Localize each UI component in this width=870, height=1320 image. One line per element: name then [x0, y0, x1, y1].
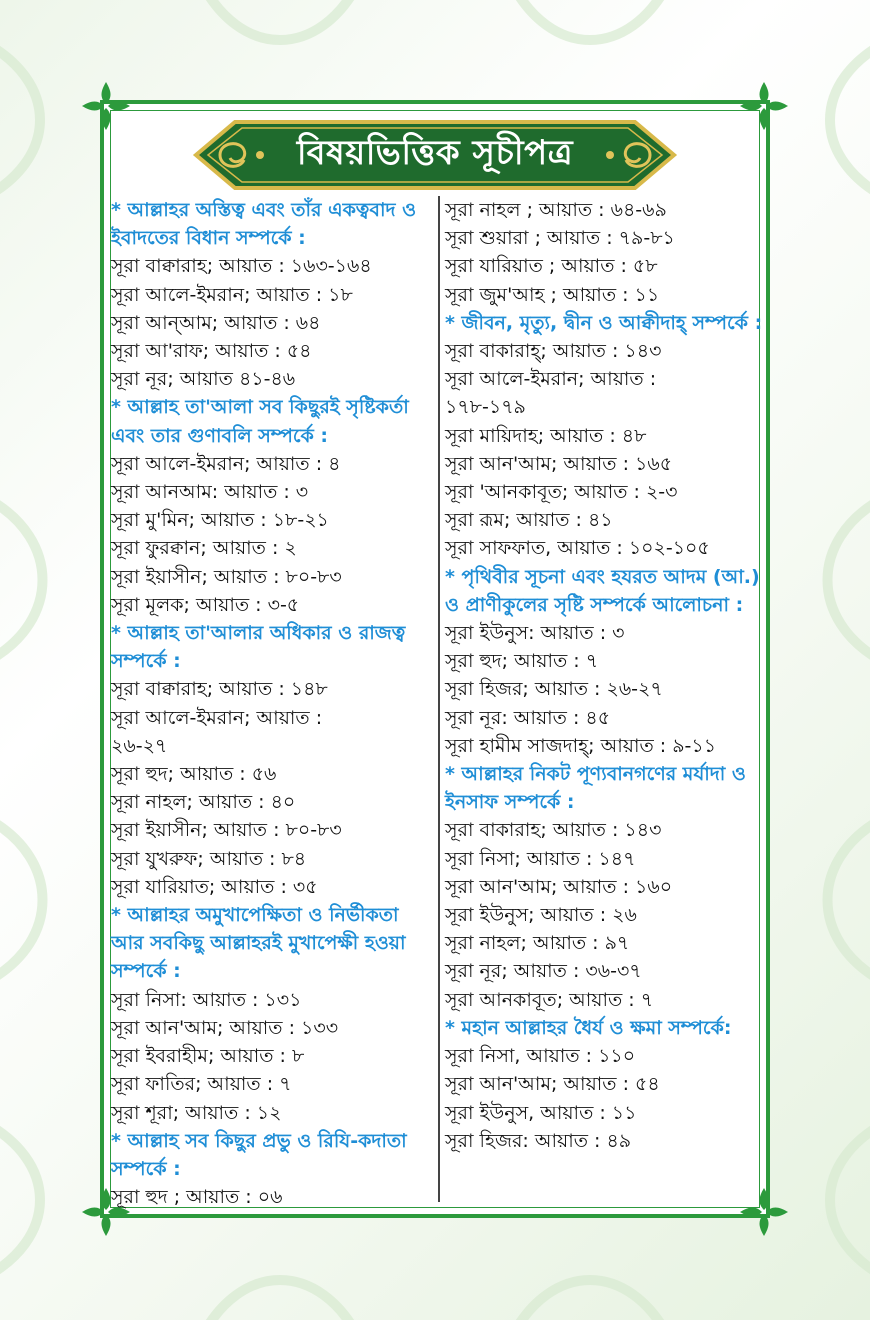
surah-entry: সূরা বাক্বারাহ; আয়াত : ১৪৮ [111, 678, 328, 701]
section-heading: * আল্লাহর অমুখাপেক্ষিতা ও নির্ভীকতা আর সবকিছু আল্লাহরই মুখাপেক্ষী হওয়া সম্পর্কে : [111, 904, 406, 983]
surah-entry: সূরা মায়িদাহ; আয়াত : ৪৮ [445, 424, 647, 447]
surah-entry: সূরা ফুরক্বান; আয়াত : ২ [111, 537, 297, 560]
surah-entry: সূরা নূর: আয়াত : ৪৫ [445, 706, 611, 729]
corner-leaf-ornament-icon [736, 78, 792, 134]
surah-entry: সূরা ফাতির; আয়াত : ৭ [111, 1073, 292, 1096]
surah-entry: সূরা শুয়ারা ; আয়াত : ৭৯-৮১ [445, 227, 675, 250]
surah-entry: সূরা বাকারাহ্; আয়াত : ১৪৩ [445, 340, 662, 363]
surah-entry: সূরা নূর; আয়াত ৪১-৪৬ [111, 368, 296, 391]
section-heading: * আল্লাহ তা'আলা সব কিছুরই সৃষ্টিকর্তা এবং তার গুণাবলি সম্পর্কে : [111, 396, 409, 447]
surah-entry: সূরা ইউনুস; আয়াত : ২৬ [445, 904, 637, 927]
surah-entry: সূরা আন'আম; আয়াত : ১৩৩ [111, 1016, 339, 1039]
section-heading: * জীবন, মৃত্যু, দ্বীন ও আক্বীদাহ্ সম্পর্কে : [445, 311, 763, 334]
surah-entry: সূরা আন্‌আম; আয়াত : ৬৪ [111, 311, 321, 334]
surah-entry: সূরা আলে-ইমরান; আয়াত : ৪ [111, 452, 341, 475]
surah-entry: সূরা আ'রাফ; আয়াত : ৫৪ [111, 340, 312, 363]
surah-entry: সূরা হিজর: আয়াত : ৪৯ [445, 1129, 632, 1152]
surah-entry: সূরা নূর; আয়াত : ৩৬-৩৭ [445, 960, 642, 983]
surah-entry: সূরা রূম; আয়াত : ৪১ [445, 509, 613, 532]
surah-entry: সূরা ইয়াসীন; আয়াত : ৮০-৮৩ [111, 565, 342, 588]
surah-entry: সূরা 'আনকাবূত; আয়াত : ২-৩ [445, 481, 678, 504]
surah-entry: সূরা হামীম সাজদাহ্; আয়াত : ৯-১১ [445, 734, 717, 757]
surah-entry: সূরা আলে-ইমরান; আয়াত : [111, 706, 323, 729]
surah-entry: সূরা বাকারাহ; আয়াত : ১৪৩ [445, 819, 662, 842]
section-heading: * আল্লাহর নিকট পূণ্যবানগণের মর্যাদা ও ইনসাফ সম্পর্কে : [445, 763, 746, 814]
surah-entry: সূরা আলে-ইমরান; আয়াত : [445, 368, 657, 391]
surah-entry: সূরা হুদ ; আয়াত : ০৬ [111, 1186, 283, 1209]
column-divider [438, 196, 440, 1202]
surah-entry: সূরা যুখরুফ; আয়াত : ৮৪ [111, 847, 307, 870]
surah-entry: সূরা সাফফাত, আয়াত : ১০২-১০৫ [445, 537, 710, 560]
surah-entry: সূরা ইউনুস: আয়াত : ৩ [445, 622, 625, 645]
surah-entry: সূরা নিসা: আয়াত : ১৩১ [111, 988, 302, 1011]
corner-leaf-ornament-icon [78, 78, 134, 134]
surah-entry: সূরা আন'আম; আয়াত : ১৬৫ [445, 452, 673, 475]
left-index-column [111, 196, 433, 1211]
surah-entry: সূরা নাহল; আয়াত : ৪০ [111, 791, 296, 814]
surah-entry: সূরা শূরা; আয়াত : ১২ [111, 1101, 282, 1124]
surah-entry: সূরা নিসা, আয়াত : ১১০ [445, 1045, 636, 1068]
page-title: বিষয়ভিত্তিক সূচীপত্র [296, 132, 574, 173]
section-heading: * পৃথিবীর সূচনা এবং হযরত আদম (আ.) ও প্রাণীকুলের সৃষ্টি সম্পর্কে আলোচনা : [445, 565, 760, 616]
surah-entry: সূরা আন'আম; আয়াত : ৫৪ [445, 1073, 660, 1096]
surah-entry: সূরা ইয়াসীন; আয়াত : ৮০-৮৩ [111, 819, 342, 842]
surah-entry: সূরা যারিয়াত ; আয়াত : ৫৮ [445, 255, 658, 278]
section-heading: * আল্লাহর অস্তিত্ব এবং তাঁর একত্ববাদ ও ইবাদতের বিধান সম্পর্কে : [111, 199, 417, 250]
surah-entry: সূরা জুম'আহ ; আয়াত : ১১ [445, 283, 660, 306]
surah-entry: সূরা মূলক; আয়াত : ৩-৫ [111, 593, 300, 616]
surah-entry: সূরা আনকাবূত; আয়াত : ৭ [445, 988, 654, 1011]
surah-entry: সূরা নিসা; আয়াত : ১৪৭ [445, 847, 636, 870]
surah-entry: সূরা হুদ; আয়াত : ৭ [445, 650, 599, 673]
surah-entry: সূরা যারিয়াত; আয়াত : ৩৫ [111, 875, 318, 898]
surah-entry: সূরা আন'আম; আয়াত : ১৬০ [445, 875, 673, 898]
corner-leaf-ornament-icon [736, 1184, 792, 1240]
surah-entry: সূরা ইবরাহীম; আয়াত : ৮ [111, 1045, 305, 1068]
surah-entry: সূরা ইউনুস, আয়াত : ১১ [445, 1101, 637, 1124]
section-heading: * মহান আল্লাহর ধৈর্য ও ক্ষমা সম্পর্কে: [445, 1016, 732, 1039]
surah-entry: সূরা নাহল ; আয়াত : ৬৪-৬৯ [445, 199, 667, 221]
surah-entry: ১৭৮-১৭৯ [445, 396, 526, 419]
right-index-column [445, 196, 763, 1155]
surah-entry: সূরা নাহল; আয়াত : ৯৭ [445, 932, 630, 955]
section-heading: * আল্লাহ সব কিছুর প্রভু ও রিযি-কদাতা সম্পর্কে : [111, 1129, 407, 1180]
surah-entry: সূরা বাক্বারাহ; আয়াত : ১৬৩-১৬৪ [111, 255, 372, 278]
surah-entry: সূরা মু'মিন; আয়াত : ১৮-২১ [111, 509, 329, 532]
surah-entry: সূরা হুদ; আয়াত : ৫৬ [111, 763, 277, 786]
section-heading: * আল্লাহ তা'আলার অধিকার ও রাজত্ব সম্পর্কে : [111, 622, 406, 673]
surah-entry: সূরা হিজর; আয়াত : ২৬-২৭ [445, 678, 663, 701]
surah-entry: ২৬-২৭ [111, 734, 168, 757]
surah-entry: সূরা আলে-ইমরান; আয়াত : ১৮ [111, 283, 353, 306]
surah-entry: সূরা আনআম: আয়াত : ৩ [111, 481, 309, 504]
